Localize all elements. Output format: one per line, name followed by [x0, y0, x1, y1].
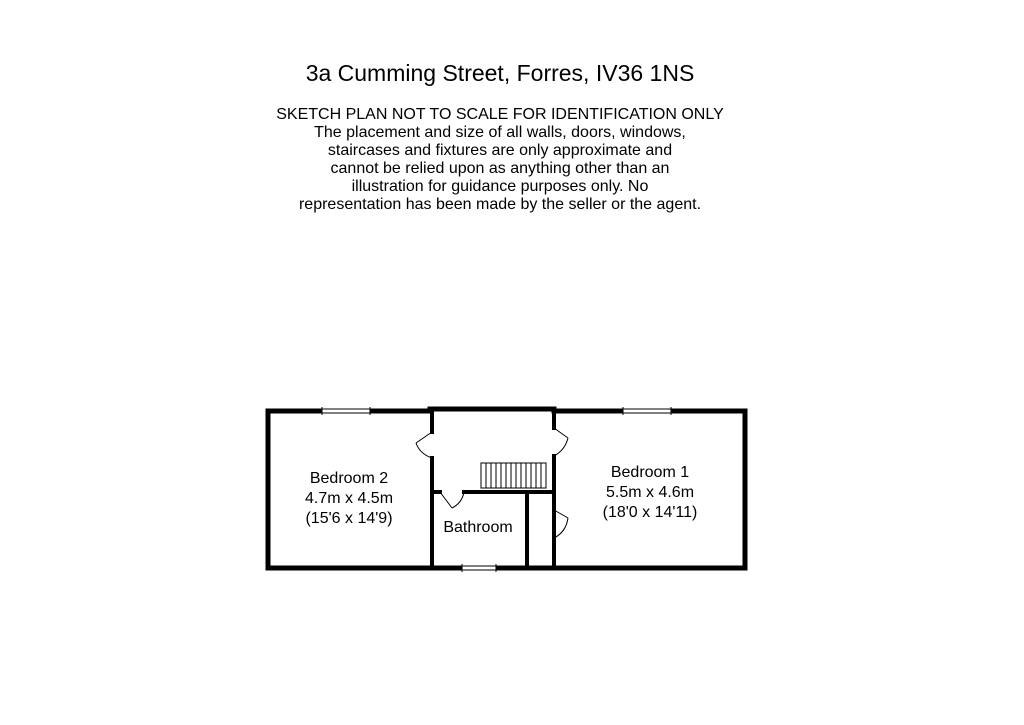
staircase: [481, 463, 546, 488]
room-imperial-size: (18'0 x 14'11): [602, 504, 698, 521]
room-imperial-size: (15'6 x 14'9): [305, 510, 393, 527]
disclaimer-line: illustration for guidance purposes only. No: [351, 178, 649, 195]
disclaimer-line: representation has been made by the seller or the agent.: [298, 196, 702, 213]
room-metric-size: 5.5m x 4.6m: [605, 484, 695, 501]
room-name: Bathroom: [443, 519, 513, 536]
door-bedroom2: [416, 432, 432, 458]
disclaimer-line: The placement and size of all walls, doors, windows,: [314, 124, 686, 141]
room-name: Bedroom 1: [610, 464, 690, 481]
room-metric-size: 4.7m x 4.5m: [304, 490, 394, 507]
window-bedroom2: [322, 407, 370, 415]
disclaimer-line: SKETCH PLAN NOT TO SCALE FOR IDENTIFICATION ONLY: [276, 106, 724, 123]
disclaimer-line: staircases and fixtures are only approximate and: [327, 142, 673, 159]
room-bathroom: [443, 519, 512, 536]
room-bedroom2: [305, 470, 393, 527]
disclaimer-line: cannot be relied upon as anything other than an: [330, 160, 670, 177]
door-bathroom: [440, 492, 464, 508]
room-bedroom1: [603, 464, 698, 521]
window-bathroom: [462, 564, 496, 572]
room-name: Bedroom 2: [309, 470, 389, 487]
door-cupboard: [554, 510, 568, 538]
window-bedroom1: [623, 407, 671, 415]
door-bedroom1-top: [554, 428, 568, 456]
property-address: 3a Cumming Street, Forres, IV36 1NS: [305, 60, 695, 86]
